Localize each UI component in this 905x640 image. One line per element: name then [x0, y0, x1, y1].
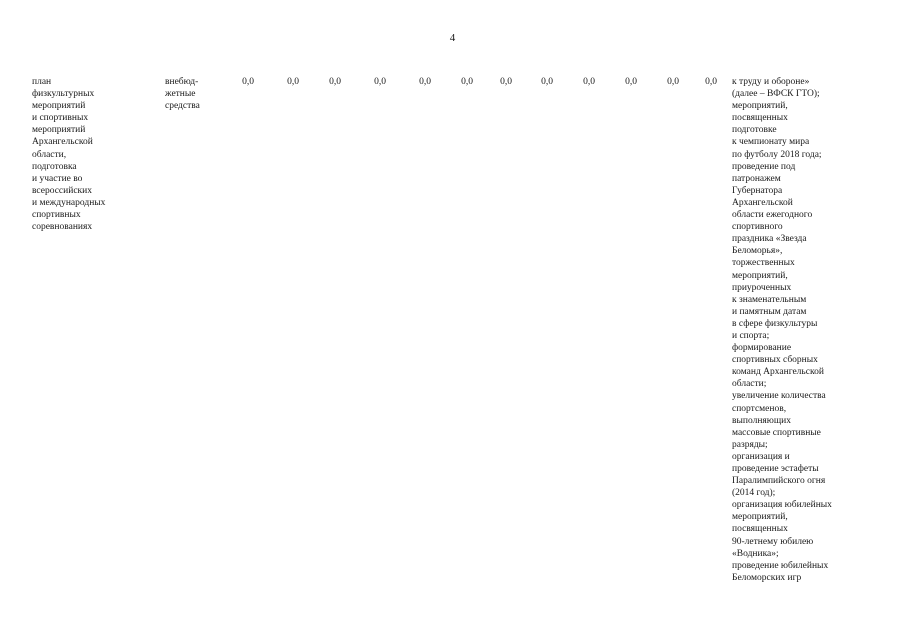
result-line: к труду и обороне»: [732, 77, 810, 87]
result-line: 90-летнему юбилею: [732, 536, 814, 547]
value-cell: 0,0: [461, 77, 473, 87]
result-line: области ежегодного: [732, 210, 813, 221]
value-cell: 0,0: [705, 77, 717, 87]
result-line: торжественных: [732, 258, 795, 269]
result-line: спортивных сборных: [732, 355, 818, 366]
value-cell: 0,0: [242, 77, 254, 87]
result-line: выполняющих: [732, 415, 792, 426]
result-line: Губернатора: [732, 185, 783, 196]
activity-line: мероприятий: [32, 101, 86, 112]
result-line: «Водника»;: [732, 548, 779, 559]
value-cell: 0,0: [500, 77, 512, 87]
value-cell: 0,0: [625, 77, 637, 87]
result-line: (2014 год);: [732, 488, 776, 499]
result-line: патронажем: [732, 173, 781, 184]
result-line: приуроченных: [732, 282, 792, 293]
activity-line: спортивных: [32, 210, 81, 221]
result-line: проведение юбилейных: [732, 560, 829, 571]
value-cell: 0,0: [667, 77, 679, 87]
result-line: проведение под: [732, 161, 796, 172]
result-line: посвященных: [732, 113, 788, 124]
value-cell: 0,0: [329, 77, 341, 87]
result-line: проведение эстафеты: [732, 464, 819, 474]
activity-line: соревнованиях: [32, 222, 93, 233]
result-line: и спорта;: [732, 330, 770, 341]
activity-line: подготовка: [32, 161, 77, 172]
result-line: области;: [732, 379, 767, 390]
activity-line: области,: [32, 149, 67, 160]
value-cell: 0,0: [541, 77, 553, 87]
activity-cell: [32, 76, 142, 233]
result-line: Беломорских игр: [732, 572, 802, 583]
result-line: организация юбилейных: [732, 500, 832, 511]
funding-source-cell: [165, 76, 225, 112]
result-line: команд Архангельской: [732, 367, 824, 378]
activity-line: Архангельской: [32, 137, 93, 148]
funding-source-line: жетные: [165, 89, 196, 100]
result-line: в сфере физкультуры: [732, 318, 818, 329]
result-line: формирование: [732, 343, 792, 354]
result-line: (далее – ВФСК ГТО);: [732, 89, 820, 100]
result-line: мероприятий,: [732, 101, 788, 112]
value-cell: 0,0: [583, 77, 595, 87]
value-cell: 0,0: [287, 77, 299, 87]
result-line: праздника «Звезда: [732, 234, 807, 245]
activity-line: и международных: [32, 197, 106, 208]
result-line: к чемпионату мира: [732, 137, 810, 148]
result-line: мероприятий,: [732, 512, 788, 523]
result-line: по футболу 2018 года;: [732, 149, 822, 160]
result-line: массовые спортивные: [732, 427, 821, 438]
result-line: и памятным датам: [732, 306, 807, 317]
result-line: увеличение количества: [732, 391, 826, 402]
result-line: организация и: [732, 451, 790, 462]
result-cell: [732, 76, 897, 584]
result-line: к знаменательным: [732, 294, 807, 305]
activity-line: мероприятий: [32, 125, 86, 136]
result-line: спортсменов,: [732, 403, 787, 414]
result-line: Архангельской: [732, 197, 793, 208]
value-cell: 0,0: [419, 77, 431, 87]
result-line: мероприятий,: [732, 270, 788, 281]
result-line: спортивного: [732, 222, 783, 233]
activity-line: план: [32, 77, 52, 87]
result-line: Паралимпийского огня: [732, 476, 826, 487]
activity-line: физкультурных: [32, 89, 95, 100]
activity-line: всероссийских: [32, 185, 92, 196]
value-cell: 0,0: [374, 77, 386, 87]
result-line: подготовке: [732, 125, 777, 136]
result-line: Беломорья»,: [732, 246, 783, 257]
result-line: посвященных: [732, 524, 788, 535]
funding-source-line: средства: [165, 101, 200, 112]
activity-line: и участие во: [32, 173, 83, 184]
page-number: 4: [449, 32, 456, 44]
activity-line: и спортивных: [32, 113, 89, 124]
funding-source-line: внебюд-: [165, 77, 199, 87]
result-line: разряды;: [732, 439, 768, 450]
